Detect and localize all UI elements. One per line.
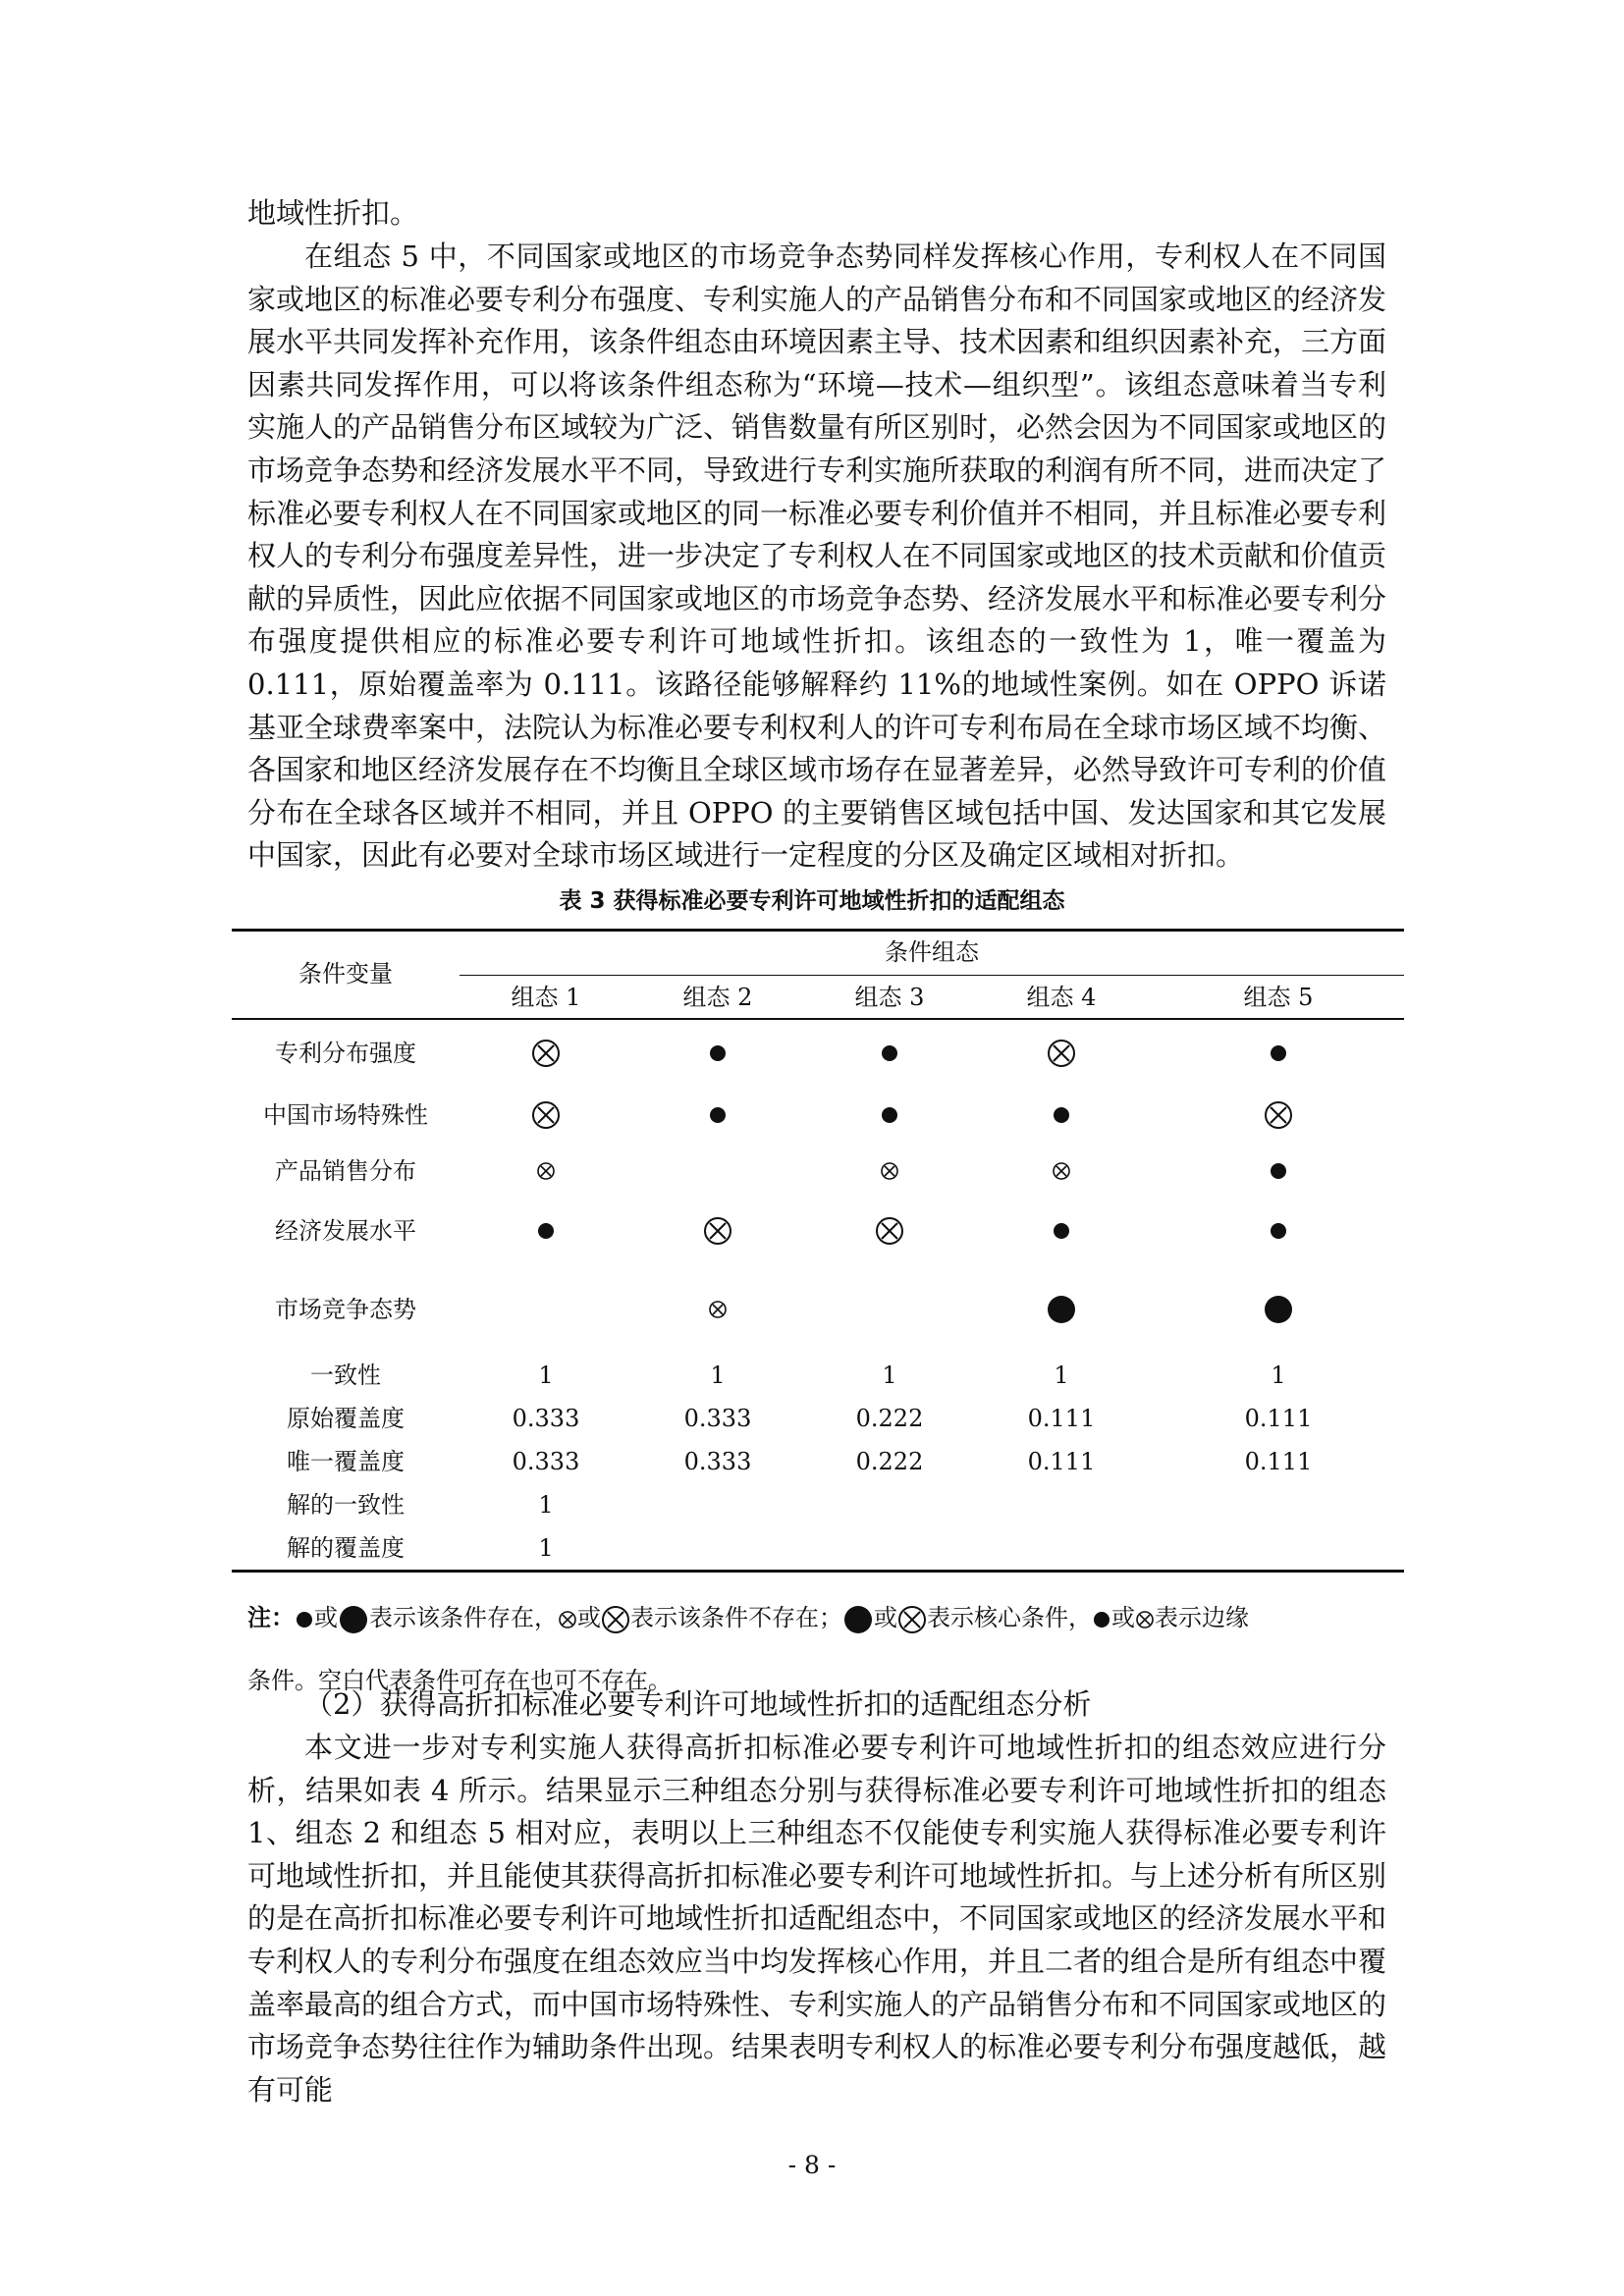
table-col-header: 组态 5 xyxy=(1243,984,1314,1011)
stat-value: 0.333 xyxy=(683,1448,752,1475)
note-or: 或 xyxy=(314,1604,338,1631)
table-header-config: 条件组态 xyxy=(885,938,979,966)
row-label: 产品销售分布 xyxy=(275,1157,416,1185)
core-absent-icon xyxy=(1264,1100,1293,1130)
stat-value: 0.333 xyxy=(512,1405,580,1432)
stat-value: 0.333 xyxy=(512,1448,580,1475)
table-col-header: 组态 3 xyxy=(854,984,925,1011)
peripheral-present-icon xyxy=(536,1221,556,1241)
core-absent-icon xyxy=(1047,1039,1076,1068)
stat-label: 一致性 xyxy=(310,1362,381,1389)
peripheral-absent-icon xyxy=(558,1610,577,1629)
note-or: 或 xyxy=(1111,1604,1135,1631)
stat-value: 1 xyxy=(538,1491,554,1519)
row-label: 市场竞争态势 xyxy=(275,1296,416,1323)
table-header-variable: 条件变量 xyxy=(298,960,393,988)
stat-label: 解的覆盖度 xyxy=(287,1534,405,1562)
peripheral-absent-icon xyxy=(880,1161,899,1181)
peripheral-present-icon xyxy=(708,1043,728,1063)
core-absent-icon xyxy=(875,1216,904,1246)
peripheral-present-icon xyxy=(1092,1610,1111,1629)
paragraph-high-discount: 本文进一步对专利实施人获得高折扣标准必要专利许可地域性折扣的组态效应进行分析，结果如表 4 所示。结果显示三种组态分别与获得标准必要专利许可地域性折扣的组态 1、组态 2 和组态 5 相对应，表明以上三种组态不仅能使专利实施人获得标准必要专利许可地域性折扣，并且能使其获得高折扣标准必要专利许可地域性折扣。与上述分析有所区别的是在高折扣标准必要专利许可地域性折扣适配组态中，不同国家或地区的经济发展水平和专利权人的专利分布强度在组态效应当中均发挥核心作用，并且二者的组合是所有组态中覆盖率最高的组合方式，而中国市场特殊性、专利实施人的产品销售分布和不同国家或地区的市场竞争态势往往作为辅助条件出现。结果表明专利权人的标准必要专利分布强度越低，越有可能 xyxy=(247,1731,1387,2107)
core-present-icon xyxy=(338,1604,369,1635)
note-text-peripheral: 表示边缘 xyxy=(1155,1604,1249,1631)
table-col-header: 组态 1 xyxy=(511,984,581,1011)
peripheral-absent-icon xyxy=(1135,1610,1155,1629)
table-top-rule xyxy=(232,929,1404,932)
stat-value: 0.111 xyxy=(1244,1448,1313,1475)
note-text-core: 表示核心条件， xyxy=(927,1604,1092,1631)
stat-value: 1 xyxy=(1271,1362,1286,1389)
core-present-icon xyxy=(1046,1294,1077,1325)
note-or: 或 xyxy=(577,1604,601,1631)
paragraph-continuation: 地域性折扣。 xyxy=(247,196,419,230)
page-number: - 8 - xyxy=(787,2151,837,2179)
peripheral-present-icon xyxy=(295,1610,314,1629)
table-header-rule xyxy=(232,1018,1404,1020)
note-prefix: 注： xyxy=(247,1603,295,1631)
note-text-absent: 表示该条件不存在； xyxy=(630,1604,842,1631)
peripheral-present-icon xyxy=(1269,1043,1288,1063)
stat-value: 0.222 xyxy=(855,1448,924,1475)
stat-value: 1 xyxy=(710,1362,726,1389)
stat-value: 1 xyxy=(538,1534,554,1562)
stat-value: 1 xyxy=(538,1362,554,1389)
peripheral-present-icon xyxy=(1269,1221,1288,1241)
stat-value: 0.111 xyxy=(1244,1405,1313,1432)
stat-value: 0.111 xyxy=(1027,1405,1096,1432)
core-absent-icon xyxy=(531,1100,561,1130)
note-text-present: 表示该条件存在， xyxy=(369,1604,558,1631)
stat-label: 唯一覆盖度 xyxy=(287,1448,405,1475)
table-bottom-rule xyxy=(232,1570,1404,1573)
peripheral-absent-icon xyxy=(708,1300,728,1319)
paragraph-config-5: 在组态 5 中，不同国家或地区的市场竞争态势同样发挥核心作用，专利权人在不同国家或地区的标准必要专利分布强度、专利实施人的产品销售分布和不同国家或地区的经济发展水平共同发挥补充作用，该条件组态由环境因素主导、技术因素和组织因素补充，三方面因素共同发挥作用，可以将该条件组态称为“环境—技术—组织型”。该组态意味着当专利实施人的产品销售分布区域较为广泛、销售数量有所区别时，必然会因为不同国家或地区的市场竞争态势和经济发展水平不同，导致进行专利实施所获取的利润有所不同，进而决定了标准必要专利权人在不同国家或地区的同一标准必要专利价值并不相同，并且标准必要专利权人的专利分布强度差异性，进一步决定了专利权人在不同国家或地区的技术贡献和价值贡献的异质性，因此应依据不同国家或地区的市场竞争态势、经济发展水平和标准必要专利分布强度提供相应的标准必要专利许可地域性折扣。该组态的一致性为 1，唯一覆盖为 0.111，原始覆盖率为 0.111。该路径能够解释约 11%的地域性案例。如在 OPPO 诉诺基亚全球费率案中，法院认为标准必要专利权利人的许可专利布局在全球市场区域不均衡、各国家和地区经济发展存在不均衡且全球区域市场存在显著差异，必然导致许可专利的价值分布在全球各区域并不相同，并且 OPPO 的主要销售区域包括中国、发达国家和其它发展中国家，因此有必要对全球市场区域进行一定程度的分区及确定区域相对折扣。 xyxy=(247,240,1387,873)
core-absent-icon xyxy=(531,1039,561,1068)
peripheral-absent-icon xyxy=(1052,1161,1071,1181)
peripheral-absent-icon xyxy=(536,1161,556,1181)
peripheral-present-icon xyxy=(1269,1161,1288,1181)
table-caption: 表 3 获得标准必要专利许可地域性折扣的适配组态 xyxy=(559,888,1065,914)
peripheral-present-icon xyxy=(1052,1221,1071,1241)
row-label: 专利分布强度 xyxy=(275,1040,416,1067)
peripheral-present-icon xyxy=(708,1105,728,1125)
table-col-header: 组态 4 xyxy=(1026,984,1097,1011)
stat-value: 0.111 xyxy=(1027,1448,1096,1475)
stat-label: 解的一致性 xyxy=(287,1491,405,1519)
core-present-icon xyxy=(1263,1294,1294,1325)
table-col-header: 组态 2 xyxy=(682,984,753,1011)
peripheral-present-icon xyxy=(880,1043,899,1063)
peripheral-present-icon xyxy=(1052,1105,1071,1125)
table-header-sub-rule xyxy=(460,975,1404,976)
stat-label: 原始覆盖度 xyxy=(287,1405,405,1432)
core-absent-icon xyxy=(703,1216,732,1246)
stat-value: 1 xyxy=(1054,1362,1069,1389)
core-absent-icon xyxy=(601,1605,630,1634)
row-label: 经济发展水平 xyxy=(275,1217,416,1245)
section-heading: （2）获得高折扣标准必要专利许可地域性折扣的适配组态分析 xyxy=(304,1687,1092,1721)
stat-value: 0.222 xyxy=(855,1405,924,1432)
core-absent-icon xyxy=(897,1605,927,1634)
table-note xyxy=(247,1602,1386,1635)
peripheral-present-icon xyxy=(880,1105,899,1125)
row-label: 中国市场特殊性 xyxy=(263,1101,428,1129)
stat-value: 1 xyxy=(882,1362,897,1389)
stat-value: 0.333 xyxy=(683,1405,752,1432)
core-present-icon xyxy=(842,1604,874,1635)
table-note-continuation: 条件。空白代表条件可存在也可不存在。 xyxy=(247,1667,672,1694)
note-or: 或 xyxy=(874,1604,897,1631)
